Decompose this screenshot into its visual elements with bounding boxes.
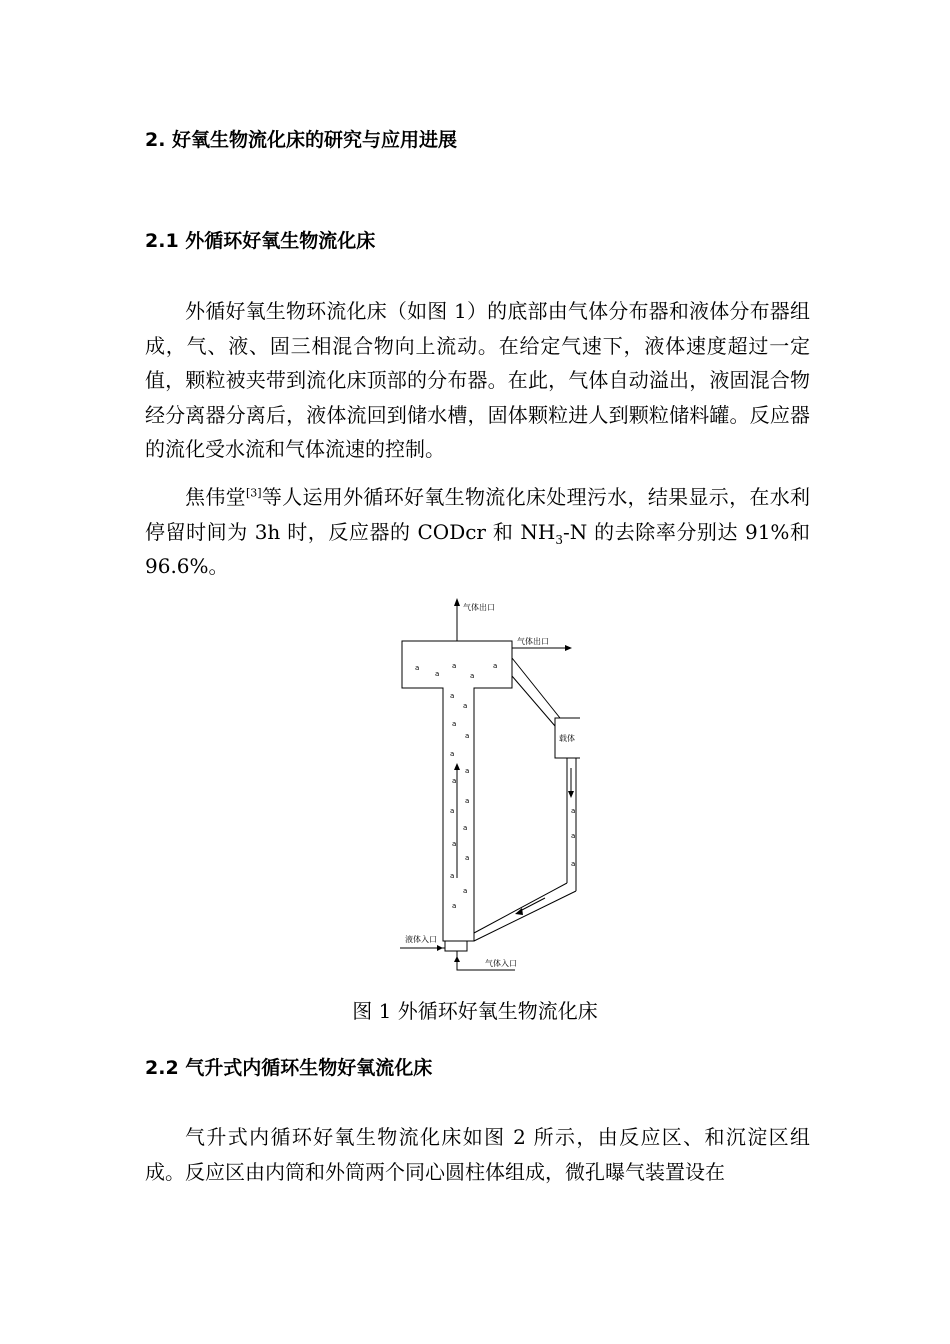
- svg-text:a: a: [452, 902, 457, 910]
- particles: [415, 662, 575, 910]
- svg-text:a: a: [465, 854, 470, 862]
- label-carrier: 载体: [559, 734, 575, 743]
- arrow-up-icon: [454, 763, 460, 770]
- bottom-return-upper: [474, 883, 567, 933]
- bottom-return-lower: [474, 891, 576, 941]
- paragraph-airlift: 气升式内循环好氧生物流化床如图 2 所示，由反应区、和沉淀区组成。反应区由内筒和外筒两个同心圆柱体组成，微孔曝气装置设在: [145, 1125, 810, 1184]
- return-outer-line: [512, 658, 560, 718]
- svg-text:a: a: [450, 750, 455, 758]
- svg-text:a: a: [571, 807, 576, 815]
- arrow-right-icon: [437, 945, 443, 951]
- figure-1-diagram: [395, 598, 580, 983]
- arrowheads: [437, 598, 574, 962]
- figure-caption: 图 1 外循环好氧生物流化床: [352, 999, 598, 1023]
- svg-text:a: a: [463, 887, 468, 895]
- arrow-down-icon: [568, 791, 574, 798]
- svg-text:a: a: [571, 832, 576, 840]
- svg-text:a: a: [452, 720, 457, 728]
- svg-text:a: a: [493, 662, 498, 670]
- section-heading-2-1: 2.1 外循环好氧生物流化床: [145, 230, 376, 252]
- svg-text:a: a: [450, 807, 455, 815]
- svg-text:a: a: [463, 824, 468, 832]
- label-gas-inlet: 气体入口: [485, 959, 517, 968]
- svg-text:a: a: [465, 732, 470, 740]
- paragraph-jiao-study: [145, 480, 810, 584]
- label-liquid-inlet: 液体入口: [405, 935, 437, 944]
- label-gas-outlet-top: 气体出口: [463, 603, 495, 612]
- return-inner-line: [512, 676, 555, 726]
- svg-text:a: a: [452, 777, 457, 785]
- svg-text:a: a: [450, 872, 455, 880]
- svg-text:a: a: [571, 860, 576, 868]
- return-flow-line: [520, 898, 545, 911]
- arrow-right-icon: [565, 645, 572, 651]
- section-heading-2: 2. 好氧生物流化床的研究与应用进展: [145, 129, 458, 151]
- svg-text:a: a: [450, 692, 455, 700]
- svg-text:a: a: [415, 664, 420, 672]
- svg-text:a: a: [470, 672, 475, 680]
- svg-text:a: a: [463, 702, 468, 710]
- label-gas-outlet-side: 气体出口: [517, 637, 549, 646]
- svg-text:a: a: [452, 840, 457, 848]
- paragraph-text-a: 等人运用外循环好氧生物流化床处理污水，结果显示，在水利停留时间为 3h 时，反应器的 CODcr 和 NH: [145, 485, 811, 544]
- author-name: 焦伟堂: [185, 485, 246, 509]
- arrow-up-icon: [454, 956, 460, 962]
- svg-text:a: a: [465, 767, 470, 775]
- section-heading-2-2: 2.2 气升式内循环生物好氧流化床: [145, 1057, 433, 1079]
- svg-text:a: a: [452, 662, 457, 670]
- arrow-up-icon: [454, 598, 460, 606]
- paragraph-text-b: -N 的去除率分别达 91%和 96.6%。: [145, 519, 810, 578]
- citation-ref[interactable]: [3]: [245, 486, 262, 500]
- inlet-box: [445, 941, 467, 951]
- paragraph-external-circulation: 外循好氧生物环流化床（如图 1）的底部由气体分布器和液体分布器组成，气、液、固三相混合物向上流动。在给定气速下，液体速度超过一定值，颗粒被夹带到流化床顶部的分布器。在此，气体自动溢出，液固混合物经分离器分离后，液体流回到储水槽，固体颗粒进人到颗粒储料罐。反应器的流化受水流和气体流速的控制。: [145, 299, 810, 461]
- svg-text:a: a: [435, 670, 440, 678]
- subscript-3: 3: [555, 532, 563, 547]
- svg-text:a: a: [465, 797, 470, 805]
